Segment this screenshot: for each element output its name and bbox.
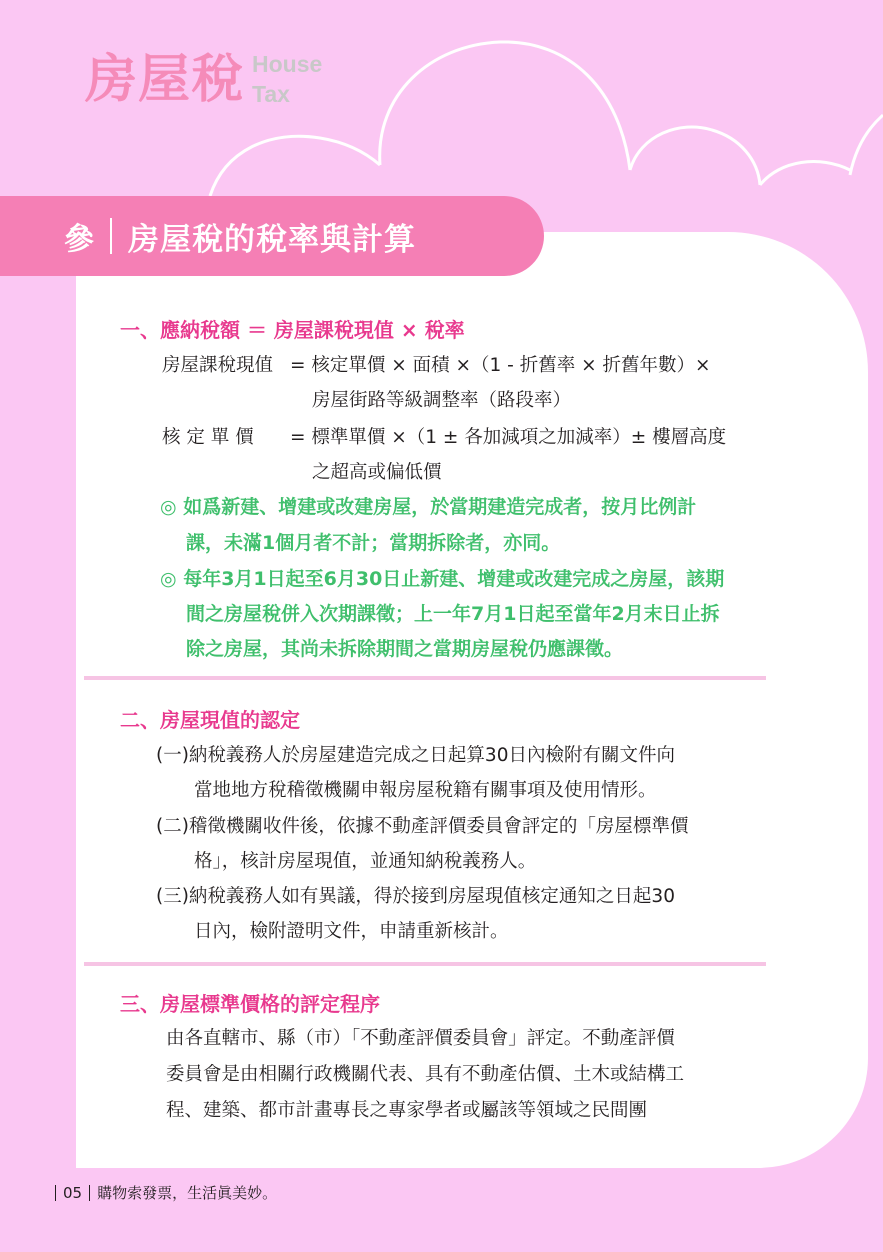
page-footer bbox=[48, 1182, 277, 1203]
brand-title-en bbox=[244, 50, 322, 110]
section3-heading: 三、房屋標準價格的評定程序 bbox=[120, 992, 380, 1016]
formula1-line2: 房屋街路等級調整率（路段率） bbox=[312, 390, 572, 411]
item3-line2: 日內，檢附證明文件，申請重新核計。 bbox=[194, 921, 509, 942]
formula1-label: 房屋課稅現值 bbox=[162, 355, 274, 376]
brand-title-en-line2: Tax bbox=[252, 81, 290, 107]
note2-line2: 間之房屋稅併入次期課徵；上一年7月1日起至當年2月末日止拆 bbox=[186, 603, 720, 625]
page-number: 05 bbox=[63, 1183, 83, 1202]
section-divider bbox=[84, 962, 766, 966]
section2-heading: 二、房屋現值的認定 bbox=[120, 708, 300, 732]
formula2-label: 核 定 單 價 bbox=[162, 427, 254, 448]
brand-title-en-line1: House bbox=[252, 51, 323, 77]
banner-divider bbox=[110, 218, 112, 254]
note1-line2: 課，未滿1個月者不計；當期拆除者，亦同。 bbox=[186, 532, 561, 554]
formula1-line1: = 核定單價 × 面積 ×（1 - 折舊率 × 折舊年數）× bbox=[290, 355, 711, 376]
formula2-line1: = 標準單價 ×（1 ± 各加減項之加減率）± 樓層高度 bbox=[290, 427, 727, 448]
item2-line1: (二)稽徵機關收件後，依據不動產評價委員會評定的「房屋標準價 bbox=[156, 816, 689, 837]
note2-line1: ◎ 每年3月1日起至6月30日止新建、增建或改建完成之房屋，該期 bbox=[160, 568, 725, 590]
section3-line3: 程、建築、都市計畫專長之專家學者或屬該等領域之民間團 bbox=[166, 1100, 648, 1121]
banner-title: 房屋稅的稅率與計算 bbox=[128, 221, 416, 258]
footer-divider bbox=[89, 1185, 90, 1201]
section-divider bbox=[84, 676, 766, 680]
brand-header bbox=[85, 50, 322, 110]
item2-line2: 格」，核計房屋現值，並通知納稅義務人。 bbox=[194, 851, 537, 872]
footer-slogan: 購物索發票，生活眞美妙。 bbox=[97, 1184, 278, 1202]
item3-line1: (三)納稅義務人如有異議，得於接到房屋現值核定通知之日起30 bbox=[156, 886, 675, 907]
formula2-line2: 之超高或偏低價 bbox=[312, 462, 442, 483]
brand-title-zh: 房屋稅 bbox=[85, 50, 245, 110]
item1-line2: 當地地方稅稽徵機關申報房屋稅籍有關事項及使用情形。 bbox=[194, 780, 657, 801]
note1-line1: ◎ 如爲新建、增建或改建房屋，於當期建造完成者，按月比例計 bbox=[160, 496, 697, 518]
footer-divider bbox=[55, 1185, 56, 1201]
section-banner bbox=[0, 196, 544, 276]
section3-line1: 由各直轄市、縣（市）「不動產評價委員會」評定。不動產評價 bbox=[166, 1028, 675, 1049]
section1-heading: 一、應納稅額 ＝ 房屋課稅現值 × 稅率 bbox=[120, 318, 465, 342]
section3-line2: 委員會是由相關行政機關代表、具有不動產估價、土木或結構工 bbox=[166, 1064, 685, 1085]
banner-number: 參 bbox=[64, 222, 94, 257]
note2-line3: 除之房屋，其尚未拆除期間之當期房屋稅仍應課徵。 bbox=[186, 638, 624, 660]
item1-line1: (一)納稅義務人於房屋建造完成之日起算30日內檢附有關文件向 bbox=[156, 745, 675, 766]
